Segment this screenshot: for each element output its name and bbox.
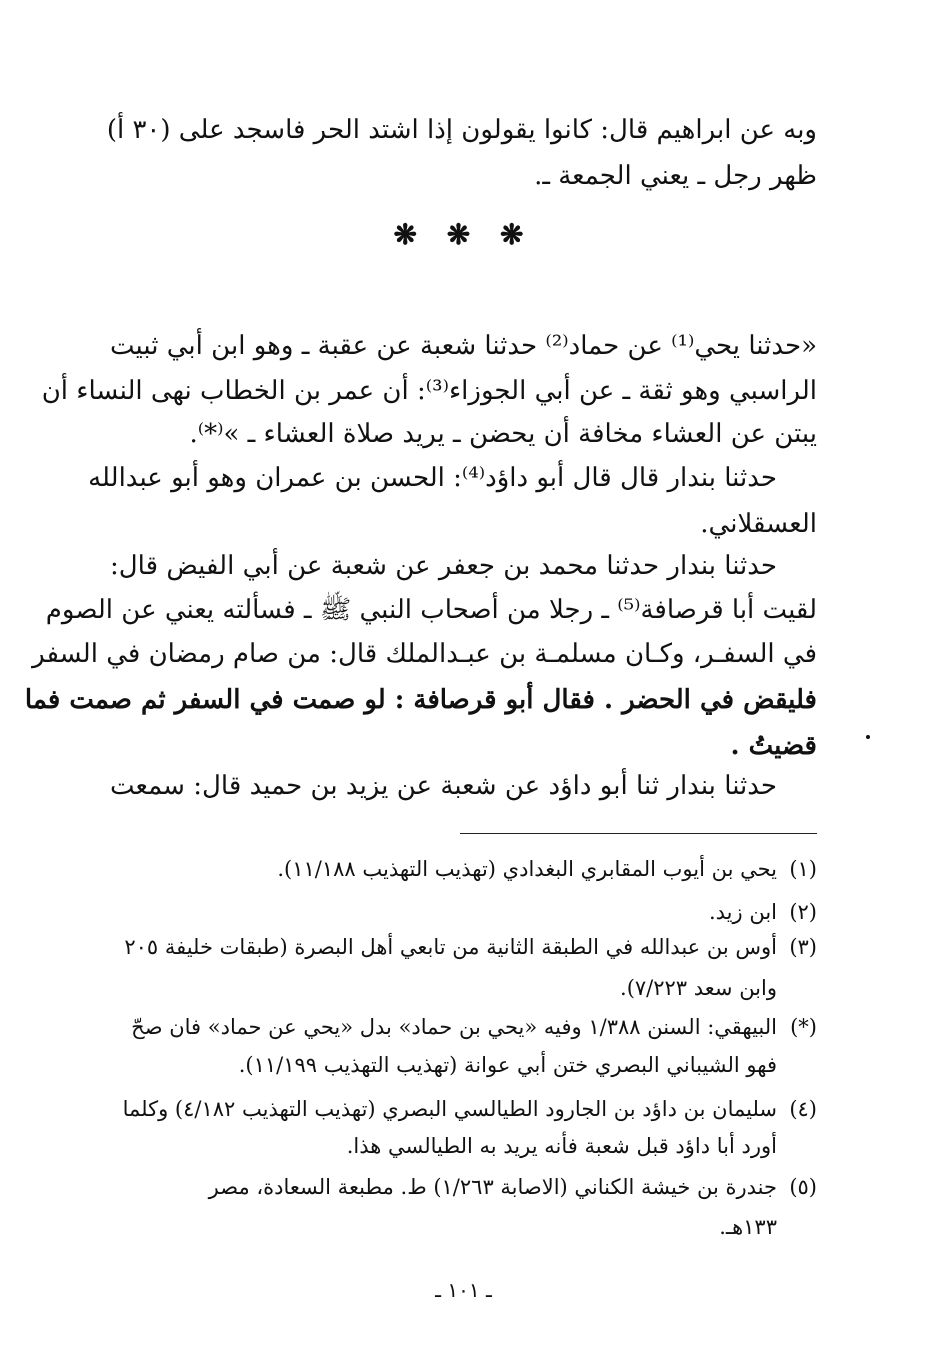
footnote-5 xyxy=(110,1171,817,1203)
text-line: قضيتُ . xyxy=(730,731,817,761)
text-line: حدثنا بندار قال قال أبو داؤد⁽⁴⁾: الحسن بن عمران وهو أبو عبدالله xyxy=(88,463,777,493)
footnote-number: (٢) xyxy=(789,900,817,924)
text-line: حدثنا بندار ثنا أبو داؤد عن شعبة عن يزيد بن حميد قال: سمعت xyxy=(110,771,777,801)
footnote-text: البيهقي: السنن ١/٣٨٨ وفيه «يحي بن حماد» بدل «يحي عن حماد» فان صحّ xyxy=(131,1015,777,1039)
section-separator: ❋ ❋ ❋ xyxy=(393,218,534,251)
footnote-star xyxy=(110,1011,817,1043)
footnote-number: (٥) xyxy=(789,1175,817,1199)
footnote-star-continued: فهو الشيباني البصري ختن أبي عوانة (تهذيب التهذيب ١١/١٩٩). xyxy=(238,1053,777,1077)
footnote-3 xyxy=(110,931,817,963)
footnote-text: يحي بن أيوب المقابري البغدادي (تهذيب التهذيب ١١/١٨٨). xyxy=(277,857,777,881)
text-line: «حدثنا يحي⁽¹⁾ عن حماد⁽²⁾ حدثنا شعبة عن عقبة ـ وهو ابن أبي ثبيت xyxy=(110,331,817,361)
text-line: الراسبي وهو ثقة ـ عن أبي الجوزاء⁽³⁾: أن عمر بن الخطاب نهى النساء أن xyxy=(41,376,817,406)
text-line: ظهر رجل ـ يعني الجمعة ـ. xyxy=(534,161,817,191)
footnote-number: (٣) xyxy=(789,935,817,959)
footnote-text: جندرة بن خيشة الكناني (الاصابة ١/٢٦٣) ط. مطبعة السعادة، مصر xyxy=(208,1175,777,1199)
footnote-3-continued: وابن سعد ٧/٢٢٣). xyxy=(620,976,777,1000)
footnote-number: (١) xyxy=(789,857,817,881)
text-line: فليقض في الحضر . فقال أبو قرصافة : لو صمت في السفر ثم صمت فما xyxy=(24,685,817,715)
text-line: العسقلاني. xyxy=(700,509,817,539)
footnote-number: (*) xyxy=(790,1015,817,1039)
footnote-4 xyxy=(110,1093,817,1125)
page-number: ـ ١٠١ ـ xyxy=(435,1278,492,1302)
footnote-5-continued: ١٣٣هـ. xyxy=(719,1215,777,1239)
text-line: يبتن عن العشاء مخافة أن يحضن ـ يريد صلاة العشاء ـ »⁽*⁾. xyxy=(189,419,817,449)
text-line: في السفـر، وكـان مسلمـة بن عبـدالملك قال: من صام رمضان في السفر xyxy=(32,639,817,669)
text-line: وبه عن ابراهيم قال: كانوا يقولون إذا اشتد الحر فاسجد على (٣٠ أ) xyxy=(106,115,817,145)
footnote-2 xyxy=(110,896,817,928)
text-line: لقيت أبا قرصافة⁽⁵⁾ ـ رجلا من أصحاب النبي ﷺ ـ فسألته يعني عن الصوم xyxy=(45,595,817,625)
footnote-text: ابن زيد. xyxy=(708,900,777,924)
footnote-text: سليمان بن داؤد بن الجارود الطيالسي البصري (تهذيب التهذيب ٤/١٨٢) وكلما xyxy=(122,1097,777,1121)
footnote-rule xyxy=(460,833,817,834)
footnote-1 xyxy=(110,853,817,885)
text-line: حدثنا بندار حدثنا محمد بن جعفر عن شعبة عن أبي الفيض قال: xyxy=(110,551,777,581)
footnote-text: أوس بن عبدالله في الطبقة الثانية من تابعي أهل البصرة (طبقات خليفة ٢٠٥ xyxy=(124,935,777,959)
footnote-number: (٤) xyxy=(789,1097,817,1121)
stray-dot xyxy=(866,735,870,739)
footnote-4-continued: أورد أبا داؤد قبل شعبة فأنه يريد به الطيالسي هذا. xyxy=(346,1134,777,1158)
